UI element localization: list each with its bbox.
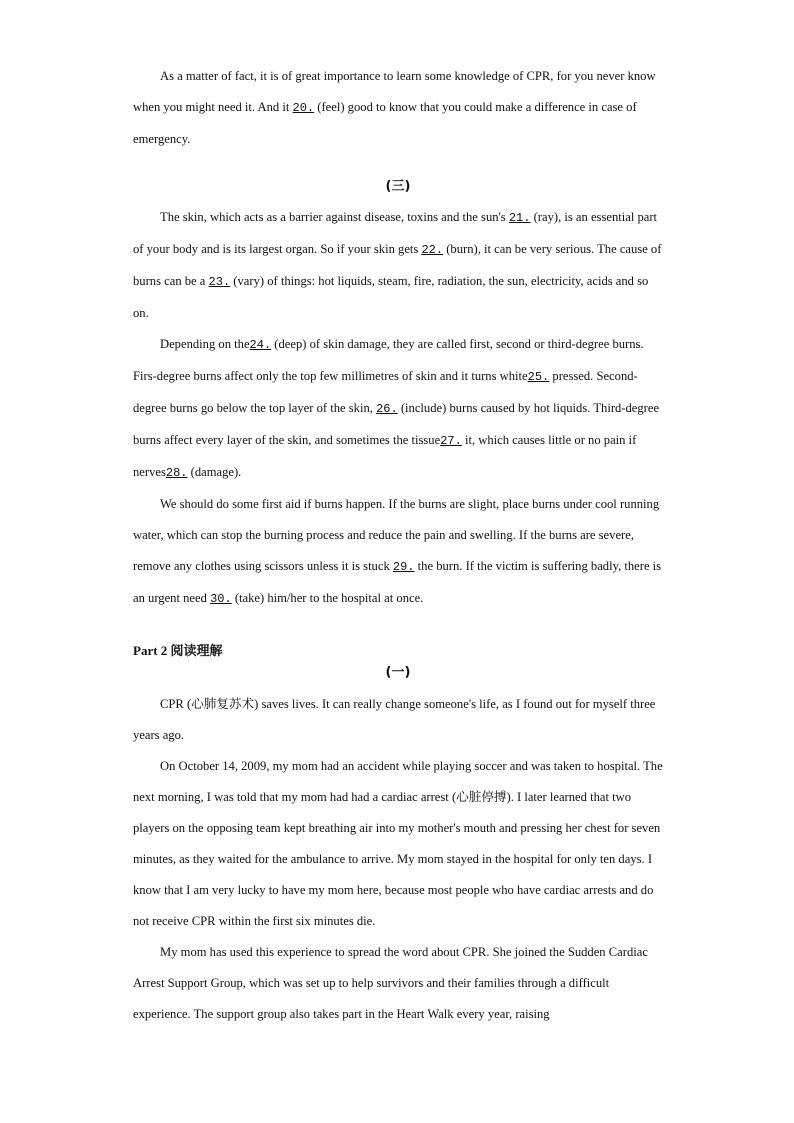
- blank-22[interactable]: 22.: [421, 243, 444, 257]
- paragraph-cpr-importance: [133, 61, 663, 155]
- section-heading-1: (一): [385, 665, 411, 680]
- document-content: [133, 61, 663, 1030]
- section-heading-3: (三): [385, 179, 411, 194]
- part-title-cn: 阅读理解: [170, 644, 223, 659]
- text: (vary) of things: hot liquids, steam, fire, radiation, the sun, electricity, acids and so on.: [133, 274, 649, 320]
- text: The skin, which acts as a barrier against disease, toxins and the sun's: [160, 210, 509, 224]
- part-title-en: Part 2: [133, 643, 168, 658]
- blank-26[interactable]: 26.: [376, 402, 398, 416]
- text: (deep) of skin damage, they are called first, second or third-degree burns. Firs-degree burns affect only the top few millimetres of skin and it turns white: [133, 337, 644, 383]
- text: (take) him/her to the hospital at once.: [231, 591, 424, 605]
- blank-25[interactable]: 25.: [527, 370, 550, 384]
- text: Depending on the: [160, 337, 250, 351]
- blank-21[interactable]: 21.: [508, 211, 531, 225]
- blank-29[interactable]: 29.: [392, 560, 415, 574]
- text: it, which causes little or no pain if nerves: [133, 433, 637, 479]
- blank-28[interactable]: 28.: [165, 466, 188, 480]
- text: (feel) good to know that you could make a difference in case of emergency.: [133, 100, 637, 146]
- paragraph-skin: [133, 202, 663, 329]
- blank-30[interactable]: 30.: [210, 592, 232, 606]
- paragraph-mom-accident: On October 14, 2009, my mom had an accident while playing soccer and was taken to hospital. The next morning, I was told that my mom had had a cardiac arrest (心脏停搏). I later learned that two players on the opposing team kept breathing air into my mother's mouth and pressing her chest for seven minutes, as they waited for the ambulance to arrive. My mom stayed in the hospital for only ten days. I know that I am very lucky to have my mom here, because most people who have cardiac arrests and do not receive CPR within the first six minutes die.: [133, 759, 663, 928]
- part-2-title: [133, 639, 663, 664]
- text: (damage).: [187, 465, 242, 479]
- blank-24[interactable]: 24.: [249, 338, 272, 352]
- text: the burn. If the victim is suffering badly, there is an urgent need: [133, 559, 662, 605]
- text: We should do some first aid if burns happen. If the burns are slight, place burns under cool running water, which can stop the burning process and reduce the pain and swelling. If the burns are severe, remove any clothes using scissors unless it is stuck: [133, 497, 660, 573]
- text: As a matter of fact, it is of great importance to learn some knowledge of CPR, for you never know when you might need it. And it: [133, 69, 656, 114]
- blank-27[interactable]: 27.: [440, 434, 462, 448]
- text: pressed. Second-degree burns go below the top layer of the skin,: [133, 369, 638, 415]
- paragraph-cpr-saves-lives: CPR (心肺复苏术) saves lives. It can really change someone's life, as I found out for myself three years ago.: [133, 697, 656, 742]
- text: (ray), is an essential part of your body and is its largest organ. So if your skin gets: [133, 210, 658, 256]
- blank-20[interactable]: 20.: [292, 101, 315, 115]
- text: (include) burns caused by hot liquids. Third-degree burns affect every layer of the skin, and sometimes the tissue: [133, 401, 660, 447]
- text: (burn), it can be very serious. The cause of burns can be a: [133, 242, 662, 288]
- paragraph-support-group: My mom has used this experience to spread the word about CPR. She joined the Sudden Cardiac Arrest Support Group, which was set up to help survivors and their families through a difficult experience. The support group also takes part in the Heart Walk every year, raising: [133, 945, 648, 1021]
- spacer: [133, 615, 663, 639]
- blank-23[interactable]: 23.: [208, 275, 231, 289]
- paragraph-first-aid: [133, 489, 663, 615]
- spacer: [133, 155, 663, 171]
- paragraph-burn-degrees: [133, 329, 663, 489]
